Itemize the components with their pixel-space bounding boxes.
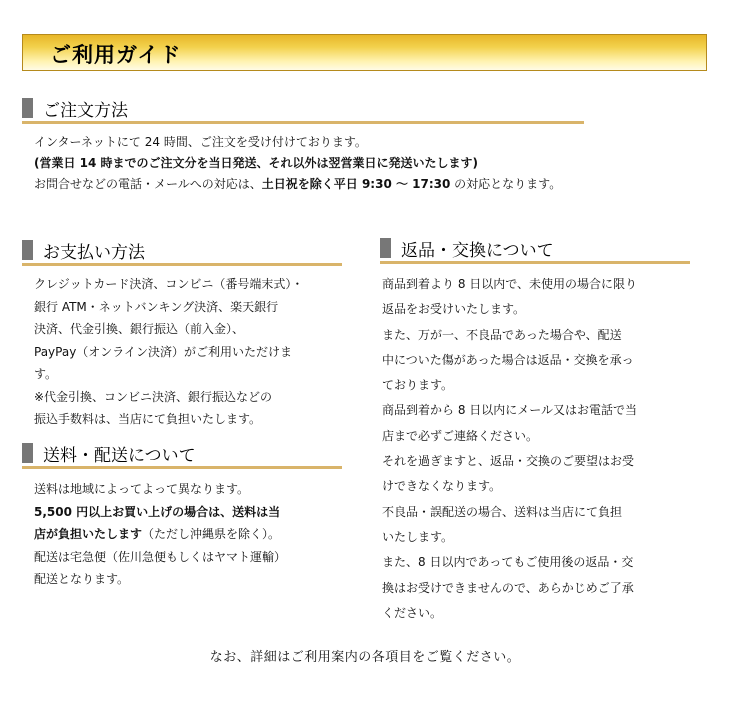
heading-rule [22,466,342,469]
payment-line: 決済、代金引換、銀行振込（前入金）、 [34,322,245,336]
order-line-2: (営業日 14 時までのご注文分を当日発送、それ以外は翌営業日に発送いたします) [34,156,479,170]
shipping-line-4: 配送は宅急便（佐川急便もしくはヤマト運輸） [34,549,287,564]
heading-marker [22,240,33,260]
section-order-title: ご注文方法 [43,101,128,121]
returns-line: 中についた傷があった場合は返品・交換を承っ [382,352,634,367]
heading-marker [380,238,391,258]
section-returns-title: 返品・交換について [401,241,554,261]
returns-line: 商品到着から 8 日以内にメール又はお電話で当 [382,403,638,418]
section-returns-heading [380,236,690,264]
order-line-3 [34,174,561,195]
order-hours: 土日祝を除く平日 9:30 〜 17:30 [261,177,451,191]
returns-line: 商品到着より 8 日以内で、未使用の場合に限り [382,277,638,291]
shipping-line-3-b: （ただし沖縄県を除く）。 [142,527,281,541]
returns-line: それを過ぎますと、返品・交換のご要望はお受 [382,454,635,469]
section-order-body [34,132,561,195]
section-shipping-heading [22,441,342,469]
returns-line: また、8 日以内であってもご使用後の返品・交 [382,555,634,570]
payment-line: す。 [34,367,58,381]
returns-line: いたします。 [382,529,454,544]
returns-line: ください。 [382,605,443,620]
order-line-1: インターネットにて 24 時間、ご注文を受け付けております。 [34,135,367,149]
section-payment-heading [22,238,342,266]
returns-line: 店まで必ずご連絡ください。 [382,428,539,443]
order-line-3-a: お問合せなどの電話・メールへの対応は、 [34,177,262,191]
section-shipping-title: 送料・配送について [43,446,196,466]
heading-rule [22,263,342,266]
section-order-heading [22,96,584,124]
returns-line: 返品をお受けいたします。 [382,302,526,317]
returns-line: 不良品・誤配送の場合、送料は当店にて負担 [382,504,623,519]
payment-line: 振込手数料は、当店にて負担いたします。 [34,412,262,426]
payment-line: クレジットカード決済、コンビニ（番号端末式）・ [34,277,304,291]
order-line-3-c: の対応となります。 [450,177,562,191]
payment-line: 銀行 ATM・ネットバンキング決済、楽天銀行 [34,299,279,314]
guide-title: ご利用ガイド [50,43,182,67]
returns-line: 換はお受けできませんので、あらかじめご了承 [382,580,634,595]
shipping-line-2: 5,500 円以上お買い上げの場合は、送料は当 [34,504,281,519]
heading-marker [22,443,33,463]
shipping-line-3 [34,523,286,546]
heading-rule [380,261,690,264]
guide-banner [22,34,707,71]
shipping-line-1: 送料は地域によってよって異なります。 [34,482,250,496]
payment-line: PayPay（オンライン決済）がご利用いただけま [34,344,292,359]
heading-marker [22,98,33,118]
shipping-line-5: 配送となります。 [34,572,130,586]
payment-line: ※代金引換、コンビニ決済、銀行振込などの [34,389,273,404]
section-returns-body [382,272,637,626]
heading-rule [22,121,584,124]
section-shipping-body [34,478,286,591]
section-payment-body [34,273,303,431]
footer-note: なお、詳細はご利用案内の各項目をご覧ください。 [209,650,521,665]
shipping-line-3-a: 店が負担いたします [34,527,143,541]
section-payment-title: お支払い方法 [43,243,145,263]
returns-line: また、万が一、不良品であった場合や、配送 [382,327,622,342]
returns-line: ております。 [382,378,454,393]
returns-line: けできなくなります。 [382,479,502,494]
